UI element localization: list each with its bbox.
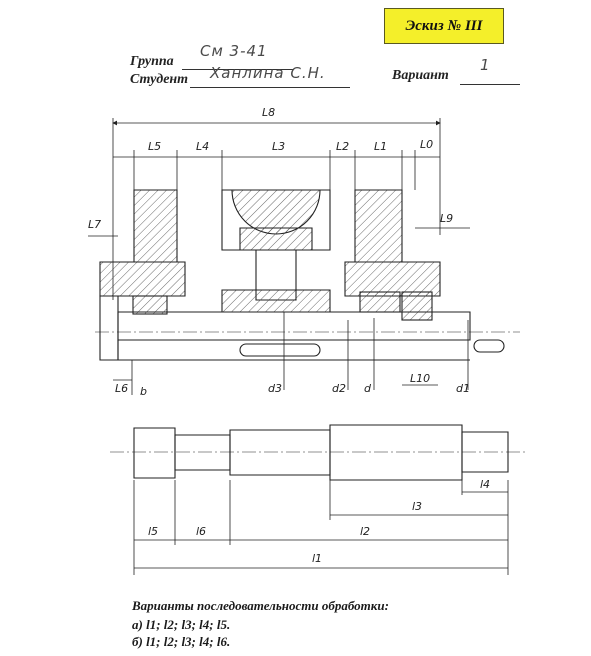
dim-L9: L9 bbox=[440, 212, 454, 225]
dim-l4: l4 bbox=[480, 478, 491, 491]
dim-d3: d3 bbox=[268, 382, 282, 395]
student-value: Ханлина С.Н. bbox=[210, 64, 326, 82]
dim-d: d bbox=[364, 382, 371, 395]
dim-l5: l5 bbox=[148, 525, 159, 538]
notes-option-a: а) l1; l2; l3; l4; l5. bbox=[132, 617, 231, 632]
group-label: Группа bbox=[130, 54, 174, 69]
dim-L5: L5 bbox=[148, 140, 162, 153]
notes-title: Варианты последовательности обработки: bbox=[132, 598, 389, 613]
dim-l1: l1 bbox=[312, 552, 323, 565]
dim-d1: d1 bbox=[456, 382, 470, 395]
sketch-title: Эскиз № III bbox=[384, 8, 504, 44]
dim-L3: L3 bbox=[272, 140, 286, 153]
dim-L6: L6 bbox=[115, 382, 129, 395]
notes-option-b: б) l1; l2; l3; l4; l6. bbox=[132, 634, 231, 649]
shaft-view bbox=[134, 425, 508, 480]
dim-L8: L8 bbox=[262, 106, 276, 119]
group-value: См 3-41 bbox=[200, 42, 268, 60]
dim-L7: L7 bbox=[88, 218, 102, 231]
dim-L4: L4 bbox=[196, 140, 210, 153]
dim-l3: l3 bbox=[412, 500, 423, 513]
dim-L1: L1 bbox=[374, 140, 388, 153]
dim-L0: L0 bbox=[420, 138, 434, 151]
variant-label: Вариант bbox=[392, 68, 449, 83]
student-label: Студент bbox=[130, 72, 189, 87]
dim-b: b bbox=[140, 385, 147, 398]
dim-d2: d2 bbox=[332, 382, 346, 395]
variant-value: 1 bbox=[480, 56, 491, 74]
dim-L2: L2 bbox=[336, 140, 350, 153]
dim-L10: L10 bbox=[410, 372, 431, 385]
dim-l6: l6 bbox=[196, 525, 207, 538]
dim-l2: l2 bbox=[360, 525, 371, 538]
